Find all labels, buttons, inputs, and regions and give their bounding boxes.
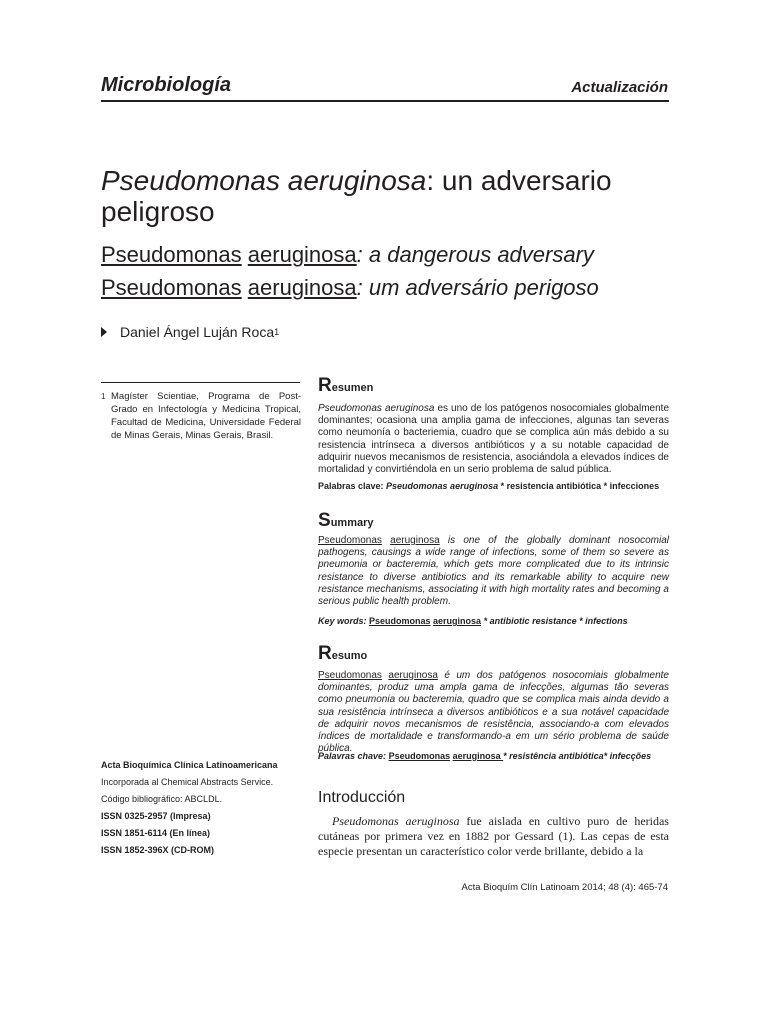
intro-heading: Introducción [318, 789, 406, 806]
resumen-heading: Resumen [318, 375, 374, 396]
article-title [101, 165, 661, 227]
section-title: Microbiología [101, 74, 231, 96]
issn-online: ISSN 1851-6114 (En línea) [101, 828, 211, 838]
title-species: Pseudomonas aeruginosa [101, 165, 427, 196]
subtitle-english [101, 242, 594, 268]
summary-heading: Summary [318, 510, 374, 531]
title-rest: : un adversario peligroso [101, 165, 612, 227]
journal-info [101, 757, 301, 859]
intro-paragraph: Pseudomonas aeruginosa fue aislada en cultivo puro de heridas cutáneas por primera vez en 1882 por Gessard (1). Las cepas de esta especie presentan un característico color verde brillante, debido a la [318, 814, 669, 858]
issn-cdrom: ISSN 1852-396X (CD-ROM) [101, 845, 215, 855]
subtitle-pt-genus: Pseudomonas [101, 275, 242, 300]
subtitle-en-rest: : a dangerous adversary [356, 242, 594, 267]
subtitle-en-genus: Pseudomonas [101, 242, 242, 267]
subtitle-portuguese [101, 275, 599, 301]
footnote-number: 1 [101, 392, 106, 401]
author-name[interactable]: Daniel Ángel Luján Roca [120, 324, 275, 340]
journal-name: Acta Bioquímica Clínica Latinoamericana [101, 760, 278, 770]
resumo-heading: Resumo [318, 643, 368, 664]
journal-indexing: Incorporada al Chemical Abstracts Service. [101, 777, 274, 787]
journal-code: Código bibliográfico: ABCLDL. [101, 794, 223, 804]
subtitle-pt-rest: : um adversário perigoso [356, 275, 599, 300]
subtitle-pt-species: aeruginosa [247, 275, 357, 300]
author-line [101, 324, 279, 340]
subtitle-en-species: aeruginosa [247, 242, 357, 267]
resumen-keywords: Palabras clave: Pseudomonas aeruginosa * resistencia antibiótica * infecciones [318, 481, 660, 491]
bullet-triangle-icon [101, 327, 107, 337]
citation-footer: Acta Bioquím Clín Latinoam 2014; 48 (4): 465-74 [461, 882, 668, 893]
author-affiliation-mark[interactable]: 1 [274, 327, 280, 337]
resumen-text: Pseudomonas aeruginosa es uno de los patógenos nosocomiales globalmente dominantes; ocasiona una amplia gama de infecciones, algunas tan severas como neumonía o bacteriemia, cuadro que se complica aún más debido a su resistencia intrínseca a diversos antibióticos y a su notable capacidad de adquirir nuevos mecanismos de resistencia, asociándola a elevados índices de mortalidad y convirtiéndola en un serio problema de salud pública. [318, 403, 669, 476]
resumo-keywords: Palavras chave: Pseudomonas aeruginosa * resistência antibiótica* infecções [318, 751, 652, 761]
header-rule [101, 100, 669, 102]
summary-text: Pseudomonas aeruginosa is one of the globally dominant nosocomial pathogens, causings a wide range of infections, some of them so severe as pneumonia or bacteremia, which gets more complicated due to its intrinsic resistance to diverse antibiotics and its remarkable ability to acquire new resistance mechanisms, associating it with high mortality rates and becoming a serious public health problem. [318, 535, 669, 608]
issn-print: ISSN 0325-2957 (Impresa) [101, 811, 211, 821]
article-type-label: Actualización [571, 79, 668, 96]
summary-keywords: Key words: Pseudomonas aeruginosa * antibiotic resistance * infections [318, 616, 628, 626]
resumo-text: Pseudomonas aeruginosa é um dos patógenos nosocomiais globalmente dominantes, produz uma ampla gama de infecções, algumas tão severas como pneumonia ou bacteremia, quadro que se complica mais ainda devido a sua resistência intrínseca a diversos antibióticos e a sua notável capacidade de adquirir novos mecanismos de resistência, associando-a com elevados índices de mortalidade e transformando-a em um sério problema de saúde pública. [318, 670, 669, 755]
affiliation-footnote [101, 390, 301, 442]
footnote-text: Magíster Scientiae, Programa de Post-Grado en Infectología y Medicina Tropical, Facultad de Medicina, Universidade Federal de Minas Gerais, Minas Gerais, Brasil. [111, 391, 301, 441]
footnote-rule [101, 382, 300, 383]
